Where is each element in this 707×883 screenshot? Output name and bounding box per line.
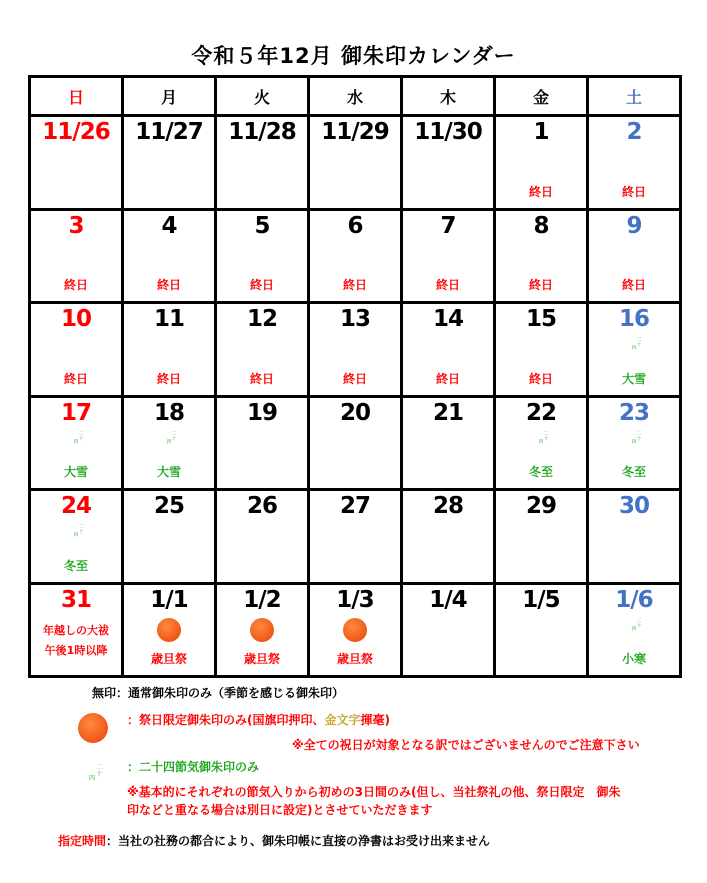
legend-festival-gold-text: 金文字 bbox=[324, 713, 361, 727]
festival-sun-icon bbox=[250, 618, 274, 642]
day-number: 7 bbox=[440, 212, 456, 239]
day-cell bbox=[123, 303, 216, 397]
day-number: 28 bbox=[432, 493, 463, 519]
day-number: 9 bbox=[626, 212, 642, 239]
day-note: 冬至 bbox=[621, 465, 646, 479]
svg-text:四: 四 bbox=[631, 346, 637, 351]
day-number: 11/27 bbox=[135, 119, 203, 145]
moon-kanji: 二 bbox=[95, 764, 103, 771]
day-cell bbox=[123, 583, 216, 677]
day-number: 12 bbox=[246, 306, 277, 332]
legend-festival-text-b: 揮毫) bbox=[360, 713, 391, 727]
day-number: 17 bbox=[60, 399, 91, 426]
day-note: 歳旦祭 bbox=[150, 652, 187, 666]
day-cell bbox=[402, 116, 495, 210]
legend-festival bbox=[127, 711, 390, 728]
weekday-wed: 水 bbox=[309, 77, 402, 116]
day-number: 31 bbox=[60, 586, 91, 613]
week-row bbox=[30, 396, 681, 490]
day-cell bbox=[402, 396, 495, 490]
festival-sun-icon bbox=[343, 618, 367, 642]
day-note: 歳旦祭 bbox=[243, 652, 280, 666]
weekday-fri: 金 bbox=[495, 77, 588, 116]
weekday-thu: 木 bbox=[402, 77, 495, 116]
day-cell bbox=[588, 116, 681, 210]
day-number: 6 bbox=[347, 212, 363, 239]
day-number: 18 bbox=[153, 399, 184, 426]
day-cell bbox=[30, 490, 123, 584]
day-cell bbox=[588, 209, 681, 303]
day-number: 5 bbox=[254, 212, 270, 239]
day-cell bbox=[123, 490, 216, 584]
legend-plain-label: 無印 bbox=[92, 686, 117, 700]
day-note-line: 年越しの大祓 bbox=[43, 624, 109, 637]
day-note: 終日 bbox=[621, 184, 646, 199]
day-cell bbox=[402, 303, 495, 397]
day-number: 11/29 bbox=[321, 119, 389, 145]
svg-text:二: 二 bbox=[636, 431, 642, 437]
day-cell bbox=[309, 583, 402, 677]
legend-time bbox=[58, 832, 490, 849]
legend-solar-note-2: 印などと重なる場合は別日に設定)とさせていただきます bbox=[127, 803, 433, 817]
day-cell bbox=[30, 303, 123, 397]
legend-plain-text: ：通常御朱印のみ（季節を感じる御朱印） bbox=[116, 686, 345, 700]
day-cell bbox=[495, 490, 588, 584]
day-number: 3 bbox=[68, 212, 84, 239]
svg-text:二: 二 bbox=[636, 338, 642, 343]
day-note: 大雪 bbox=[156, 465, 181, 479]
day-note: 冬至 bbox=[528, 465, 553, 479]
solar-term-moon-icon bbox=[65, 428, 87, 452]
svg-text:二: 二 bbox=[543, 431, 549, 437]
day-number: 24 bbox=[60, 493, 91, 519]
svg-text:十: 十 bbox=[636, 623, 642, 629]
day-cell bbox=[588, 303, 681, 397]
day-number: 21 bbox=[432, 399, 463, 426]
day-cell bbox=[495, 396, 588, 490]
legend-festival-text-a: ：祭日限定御朱印のみ(国旗印押印、 bbox=[127, 713, 325, 727]
day-cell bbox=[309, 396, 402, 490]
day-number: 1/5 bbox=[522, 586, 560, 613]
svg-text:十: 十 bbox=[78, 436, 84, 442]
day-cell bbox=[216, 583, 309, 677]
festival-sun-icon bbox=[157, 618, 181, 642]
day-note-line: 午後1時以降 bbox=[44, 644, 108, 657]
day-number: 1 bbox=[533, 119, 549, 145]
weekday-sun: 日 bbox=[30, 77, 123, 116]
day-cell bbox=[588, 396, 681, 490]
day-cell bbox=[402, 209, 495, 303]
day-cell bbox=[216, 490, 309, 584]
day-cell bbox=[309, 209, 402, 303]
day-cell bbox=[495, 116, 588, 210]
page-title: 令和５年12月 御朱印カレンダー bbox=[191, 44, 516, 68]
day-note: 終日 bbox=[621, 278, 646, 292]
festival-sun-icon bbox=[78, 713, 108, 743]
solar-term-moon-icon bbox=[65, 521, 87, 545]
day-note: 終日 bbox=[528, 278, 553, 292]
day-cell bbox=[495, 209, 588, 303]
svg-text:二: 二 bbox=[636, 618, 642, 624]
day-cell bbox=[30, 583, 123, 677]
legend-solar-note-1: ※基本的にそれぞれの節気入りから初めの3日間のみ(但し、当社祭礼の他、祭日限定 御朱 bbox=[127, 785, 621, 799]
day-note: 終日 bbox=[63, 371, 88, 386]
day-number: 2 bbox=[626, 119, 642, 145]
legend-time-text: ：当社の社務の都合により、御朱印帳に直接の浄書はお受け出来ません bbox=[106, 834, 491, 848]
day-cell bbox=[216, 209, 309, 303]
day-cell bbox=[216, 303, 309, 397]
svg-text:十: 十 bbox=[78, 530, 84, 535]
legend-solar: ：二十四節気御朱印のみ bbox=[127, 760, 260, 774]
day-note: 終日 bbox=[528, 371, 553, 386]
week-row bbox=[30, 303, 681, 397]
day-note: 大雪 bbox=[63, 465, 88, 479]
day-number: 16 bbox=[618, 306, 649, 332]
day-number: 1/3 bbox=[336, 586, 374, 613]
svg-text:十: 十 bbox=[636, 436, 642, 442]
day-number: 13 bbox=[339, 306, 370, 332]
week-row bbox=[30, 490, 681, 584]
day-number: 1/2 bbox=[243, 586, 281, 613]
day-number: 25 bbox=[153, 493, 184, 519]
day-number: 26 bbox=[246, 493, 277, 519]
day-cell bbox=[309, 490, 402, 584]
day-cell bbox=[216, 116, 309, 210]
day-cell bbox=[30, 116, 123, 210]
day-number: 20 bbox=[339, 399, 370, 426]
day-cell bbox=[30, 209, 123, 303]
solar-term-moon-icon bbox=[623, 334, 645, 358]
day-cell bbox=[495, 303, 588, 397]
day-number: 1/6 bbox=[615, 586, 653, 613]
svg-text:四: 四 bbox=[631, 626, 637, 632]
week-row bbox=[30, 209, 681, 303]
week-row bbox=[30, 583, 681, 677]
day-note: 終日 bbox=[249, 278, 274, 292]
day-cell bbox=[123, 116, 216, 210]
day-number: 10 bbox=[60, 306, 91, 332]
day-note: 終日 bbox=[249, 371, 274, 386]
day-number: 15 bbox=[525, 306, 556, 332]
day-number: 27 bbox=[339, 493, 370, 519]
day-note: 終日 bbox=[528, 184, 553, 199]
svg-text:四: 四 bbox=[166, 439, 172, 445]
day-cell bbox=[495, 583, 588, 677]
day-number: 11/28 bbox=[228, 119, 296, 145]
solar-term-moon-icon bbox=[158, 428, 180, 452]
svg-text:四: 四 bbox=[538, 439, 544, 445]
day-cell bbox=[588, 583, 681, 677]
day-number: 4 bbox=[161, 212, 177, 239]
day-note: 終日 bbox=[435, 278, 460, 292]
day-number: 22 bbox=[525, 399, 556, 426]
day-note-multiline bbox=[31, 621, 121, 661]
week-row bbox=[30, 116, 681, 210]
svg-text:二: 二 bbox=[171, 431, 177, 437]
day-cell bbox=[309, 303, 402, 397]
day-cell bbox=[588, 490, 681, 584]
day-note: 終日 bbox=[342, 278, 367, 292]
day-note: 終日 bbox=[156, 371, 181, 386]
day-note: 歳旦祭 bbox=[336, 652, 373, 666]
weekday-header-row bbox=[30, 77, 681, 116]
day-number: 23 bbox=[618, 399, 649, 426]
svg-text:十: 十 bbox=[95, 771, 103, 778]
day-number: 8 bbox=[533, 212, 549, 239]
weekday-tue: 火 bbox=[216, 77, 309, 116]
solar-term-moon-icon bbox=[623, 615, 645, 639]
day-note: 終日 bbox=[435, 371, 460, 386]
day-note: 冬至 bbox=[63, 558, 88, 573]
day-cell bbox=[216, 396, 309, 490]
svg-text:四: 四 bbox=[73, 439, 79, 445]
svg-text:十: 十 bbox=[636, 343, 642, 348]
day-number: 11/30 bbox=[414, 119, 482, 145]
solar-term-moon-icon bbox=[623, 428, 645, 452]
day-cell bbox=[30, 396, 123, 490]
weekday-sat: 土 bbox=[588, 77, 681, 116]
legend-plain bbox=[92, 684, 344, 701]
day-cell bbox=[123, 209, 216, 303]
weekday-mon: 月 bbox=[123, 77, 216, 116]
day-number: 1/4 bbox=[429, 586, 467, 613]
day-cell bbox=[309, 116, 402, 210]
svg-text:二: 二 bbox=[78, 525, 84, 530]
day-number: 1/1 bbox=[150, 586, 188, 613]
day-note: 大雪 bbox=[621, 371, 646, 386]
day-cell bbox=[402, 490, 495, 584]
day-number: 11 bbox=[153, 306, 184, 332]
svg-text:十: 十 bbox=[171, 436, 177, 442]
day-number: 30 bbox=[618, 493, 649, 519]
day-cell bbox=[402, 583, 495, 677]
svg-text:四: 四 bbox=[73, 533, 79, 538]
legend-festival-note: ※全ての祝日が対象となる訳ではございませんのでご注意下さい bbox=[292, 738, 640, 752]
solar-term-moon-icon bbox=[78, 758, 108, 794]
svg-text:四: 四 bbox=[631, 439, 637, 445]
day-cell bbox=[123, 396, 216, 490]
day-note: 終日 bbox=[156, 278, 181, 292]
day-number: 29 bbox=[525, 493, 556, 519]
svg-text:四: 四 bbox=[88, 775, 96, 782]
day-note: 終日 bbox=[342, 371, 367, 386]
day-note: 終日 bbox=[63, 278, 88, 292]
calendar-grid bbox=[28, 75, 682, 678]
solar-term-moon-icon bbox=[530, 428, 552, 452]
day-number: 14 bbox=[432, 306, 463, 332]
svg-text:二: 二 bbox=[78, 431, 84, 437]
day-number: 19 bbox=[246, 399, 277, 426]
svg-text:十: 十 bbox=[543, 436, 549, 442]
legend-time-label: 指定時間 bbox=[58, 834, 107, 848]
day-number: 11/26 bbox=[42, 119, 110, 145]
day-note: 小寒 bbox=[621, 652, 646, 666]
